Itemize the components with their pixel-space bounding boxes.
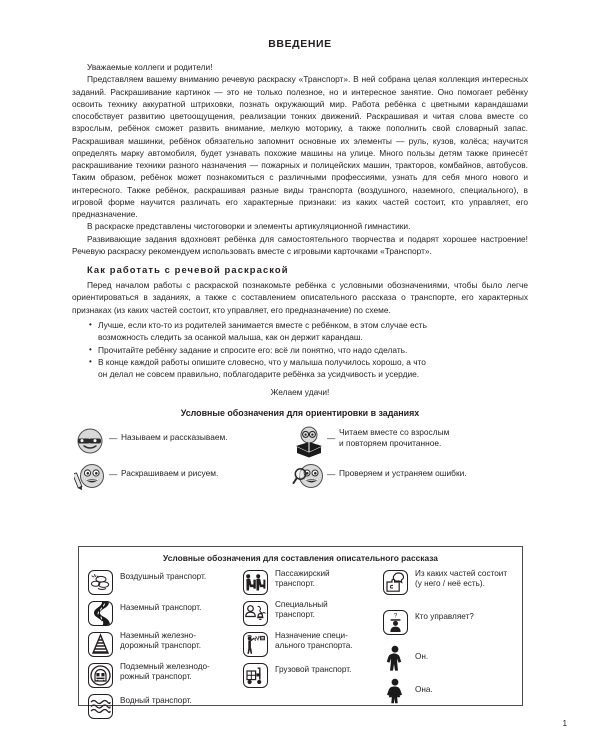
table-label-line: Водный транспорт. xyxy=(120,696,192,705)
legend-label-line: Читаем вместе со взрослым xyxy=(339,426,450,437)
table-column-2 xyxy=(240,568,380,723)
woman-pictogram-icon xyxy=(382,677,408,705)
table-row xyxy=(380,677,530,705)
how-to-heading: Как работать с речевой раскраской xyxy=(87,264,289,275)
legend-heading: Условные обозначения для ориентировки в заданиях xyxy=(180,407,420,418)
table-label-line: дорожный транспорт. xyxy=(120,641,202,651)
table-label xyxy=(115,630,201,652)
table-row xyxy=(380,568,530,596)
intro-prose xyxy=(72,50,528,257)
intro-salutation: Уважаемые коллеги и родители! xyxy=(87,62,213,72)
table-label xyxy=(410,568,507,590)
bullet-text xyxy=(98,319,528,344)
legend-label-line: Называем и рассказываем. xyxy=(121,431,228,442)
special-service-icon xyxy=(243,601,268,626)
intro-paragraph-2: В раскраске представлены чистоговорки и элементы артикуляционной гимнастики. xyxy=(87,221,411,232)
icon-cell xyxy=(240,630,270,658)
legend-label xyxy=(339,426,449,450)
table-row xyxy=(85,630,240,658)
table-row xyxy=(380,644,530,672)
table-label xyxy=(115,692,192,706)
bullet-marker: • xyxy=(89,319,92,329)
page-number: 1 xyxy=(562,719,567,728)
how-to-paragraph: Перед началом работы с раскраской познакомьте ребёнка с условными обозначениями, чтобы было легче ориентироваться в заданиях, а также с составлением описательного рассказа о транспорте, его характерных признаках (из каких частей состоит, кто управляет, его предназначение) по схеме. xyxy=(72,280,528,315)
svg-text:?: ? xyxy=(393,612,397,620)
legend-label xyxy=(339,462,467,480)
icon-cell xyxy=(380,644,410,672)
legend-item xyxy=(292,462,526,492)
icon-cell xyxy=(380,677,410,705)
legend-item xyxy=(74,426,292,456)
bullet-text xyxy=(98,356,528,381)
table-label-line: Назначение специ- xyxy=(275,631,348,640)
table-label-line: Пассажирский xyxy=(275,569,330,578)
table-label-line: транспорт. xyxy=(275,579,315,589)
smiley-reading-book-icon xyxy=(292,426,326,456)
icon-cell xyxy=(380,568,410,596)
icon-cell xyxy=(85,661,115,689)
bullet-marker: • xyxy=(89,344,92,354)
table-label xyxy=(410,608,474,622)
legend-label-line: Раскрашиваем и рисуем. xyxy=(121,467,219,478)
legend-item xyxy=(292,426,526,456)
smiley-magnifier-icon xyxy=(292,462,326,492)
table-label-line: Специальный xyxy=(275,600,328,609)
table-row xyxy=(85,692,240,720)
road-icon xyxy=(88,601,113,626)
table-label-line: Воздушный транспорт. xyxy=(120,572,207,581)
icon-cell xyxy=(240,599,270,627)
legend-dash: — xyxy=(109,432,118,443)
description-table-columns xyxy=(79,565,522,723)
bullet-line: возможность следить за осанкой малыша, как он держит карандаш. xyxy=(98,332,363,343)
table-label-line: Из каких частей состоит xyxy=(415,569,508,578)
legend-item xyxy=(74,462,292,492)
table-label xyxy=(270,630,353,652)
table-row xyxy=(85,599,240,627)
icon-cell xyxy=(240,661,270,689)
bullet-line: он делал не совсем правильно, поблагодарите ребёнка за усидчивость и усердие. xyxy=(98,369,420,380)
passenger-seats-icon xyxy=(243,570,268,595)
table-label xyxy=(270,568,330,590)
table-label xyxy=(270,661,351,675)
table-label-line: Она. xyxy=(415,685,433,694)
how-to-bullets xyxy=(72,316,528,381)
bullet-marker: • xyxy=(89,356,92,366)
who-drives-icon xyxy=(383,610,408,635)
table-row xyxy=(380,608,530,636)
legend-dash: — xyxy=(109,468,118,479)
description-table-box xyxy=(78,546,523,706)
smiley-pencil-icon xyxy=(74,462,108,492)
icon-cell xyxy=(85,568,115,596)
icon-cell xyxy=(240,568,270,596)
table-label-line: Подземный железнодо- xyxy=(120,662,210,671)
table-label-line: ального транспорта. xyxy=(275,641,353,651)
icon-cell xyxy=(85,630,115,658)
man-pictogram-icon xyxy=(382,644,408,672)
intro-paragraph-1: Представляем вашему вниманию речевую раскраску «Транспорт». В ней собрана целая коллекция интересных заданий. Раскрашивание картинок — это не только полезное, но и интересное занятие. Оно помогает ребёнку освоить технику аккуратной штриховки, познать окружающий мир. Работа ребёнка с цветными карандашами способствует развитию цветоощущения, реализации тонких движений. Раскрашивая и читая слова вместе со взрослым, ребёнок сможет развить внимание, мелкую моторику, а также пополнить свой словарный запас. Раскрашивая машинки, ребёнок обязательно запомнит основные их элементы — руль, кузов, колёса; научится определять марку автомобиля, будет узнавать похожие машины на улице. Много пользы детям также принесёт раскрашивание техники разного назначения — пожарных и полицейских машин, тракторов, комбайнов, автобусов. Таким образом, ребёнок может познакомиться с различными профессиями, узнать для себя много нового и интересного. Также ребёнок, раскрашивая разные виды транспорта (воздушного, наземного, специального), в игровой форме научится различать его характерные признаки: из каких частей состоит, кто управляет, его предназначение. xyxy=(72,74,528,219)
icon-cell xyxy=(85,599,115,627)
icon-cell xyxy=(85,692,115,720)
table-row xyxy=(240,661,380,689)
table-label-line: Грузовой транспорт. xyxy=(275,665,352,674)
legend-label xyxy=(121,462,218,480)
table-label xyxy=(115,661,210,683)
table-label xyxy=(115,568,206,582)
waves-icon xyxy=(88,694,113,719)
table-label xyxy=(410,677,433,695)
puzzle-parts-icon xyxy=(383,570,408,595)
bullet-text xyxy=(98,344,528,356)
cargo-forklift-icon xyxy=(243,663,268,688)
table-label-line: транспорт. xyxy=(275,610,315,620)
bullet-line: Прочитайте ребёнку задание и спросите его: всё ли понятно, что надо сделать. xyxy=(98,344,408,355)
list-item xyxy=(72,344,528,356)
table-label xyxy=(270,599,328,621)
metro-tunnel-icon xyxy=(88,663,113,688)
table-row xyxy=(85,661,240,689)
table-column-3 xyxy=(380,568,530,723)
legend-dash: — xyxy=(327,432,336,443)
closing-wish: Желаем удачи! xyxy=(270,386,330,397)
legend-label-line: Проверяем и устраняем ошибки. xyxy=(339,467,467,478)
bullet-line: В конце каждой работы опишите словесно, что у малыша получилось хорошо, а что xyxy=(98,356,426,367)
table-column-1 xyxy=(85,568,240,723)
icon-cell xyxy=(380,608,410,636)
table-row xyxy=(240,599,380,627)
table-label xyxy=(410,644,428,662)
list-item xyxy=(72,356,528,381)
clouds-plane-icon xyxy=(88,570,113,595)
table-label-line: Наземный железно- xyxy=(120,631,196,640)
list-item xyxy=(72,319,528,344)
intro-paragraph-3: Развивающие задания вдохновят ребёнка для самостоятельного творчества и подарят хорошее настроение! Речевую раскраску рекомендуем использовать вместе с игровыми карточками «Транспорт». xyxy=(72,233,528,256)
legend-label xyxy=(121,426,228,444)
table-row xyxy=(240,568,380,596)
legend-grid xyxy=(74,420,526,492)
table-label-line: (у него / неё есть). xyxy=(415,579,485,589)
table-label-line: Он. xyxy=(415,652,429,661)
legend-label-line: и повторяем прочитанное. xyxy=(339,438,442,449)
table-row xyxy=(240,630,380,658)
table-label-line: Наземный транспорт. xyxy=(120,603,202,612)
table-label-line: Кто управляет? xyxy=(415,612,474,621)
table-row xyxy=(85,568,240,596)
legend-dash: — xyxy=(327,468,336,479)
table-label-line: рожный транспорт. xyxy=(120,672,192,682)
railway-track-icon xyxy=(88,632,113,657)
smiley-sunglasses-icon xyxy=(74,426,108,456)
page-title: ВВЕДЕНИЕ xyxy=(268,38,332,50)
bullet-line: Лучше, если кто-то из родителей занимается вместе с ребёнком, в этом случае есть xyxy=(98,319,427,330)
how-to-prose xyxy=(72,279,528,316)
table-label xyxy=(115,599,201,613)
worker-purpose-icon xyxy=(243,632,268,657)
description-table-title: Условные обозначения для составления описательного рассказа xyxy=(163,553,438,563)
